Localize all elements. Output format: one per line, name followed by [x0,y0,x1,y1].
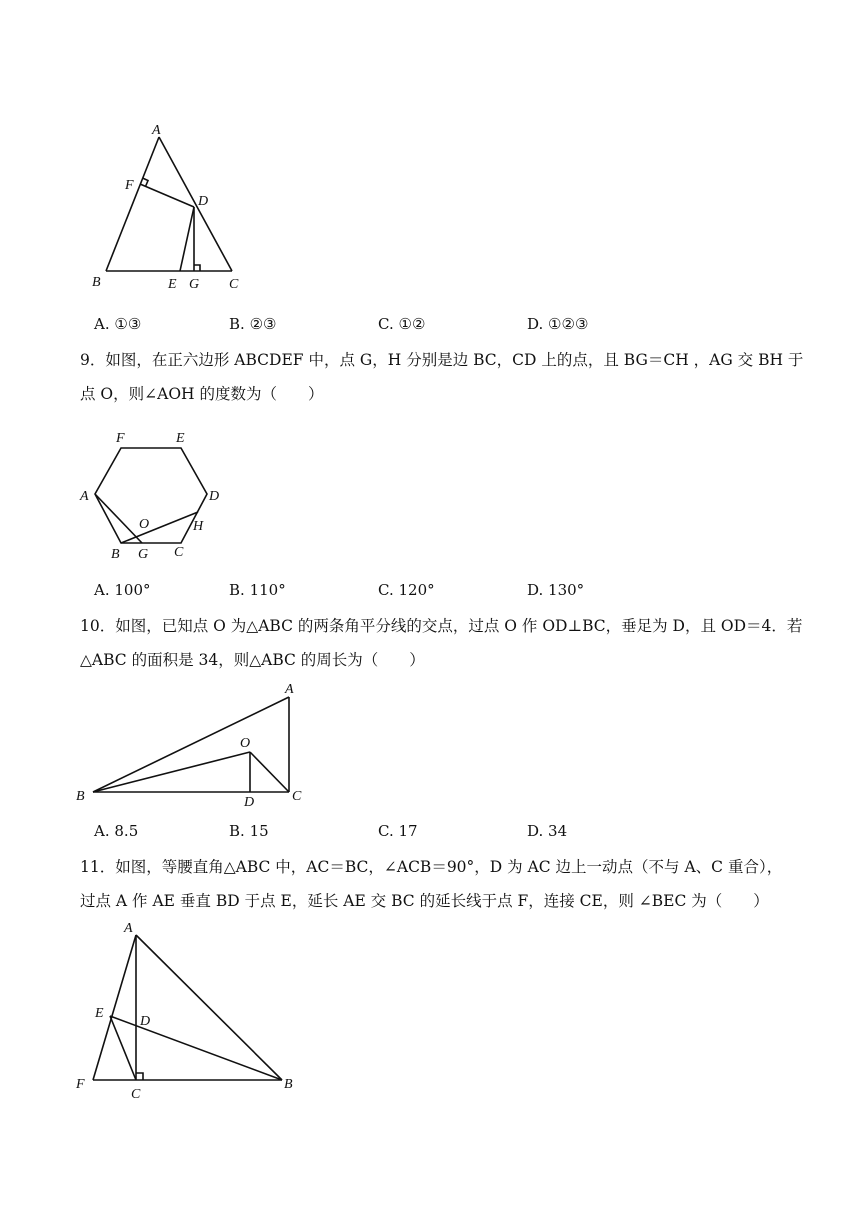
label-f: F [116,431,125,446]
label-d: D [209,489,220,504]
label-b: B [76,789,85,804]
q9-option-b[interactable]: B. 110° [229,581,286,599]
label-a: A [285,682,294,697]
segment-ec [110,1016,136,1080]
label-f: F [125,178,134,193]
q8-option-a[interactable]: A. ①③ [94,315,142,333]
q10-line-1: 10．如图，已知点 O 为△ABC 的两条角平分线的交点，过点 O 作 OD⊥BC，垂足为 D，且 OD＝4．若 [80,617,803,635]
q10-option-b[interactable]: B. 15 [229,822,269,840]
q9-option-a[interactable]: A. 100° [94,581,151,599]
label-d: D [140,1014,151,1029]
q10-option-c[interactable]: C. 17 [378,822,418,840]
label-c: C [229,277,239,292]
label-o: O [240,736,251,751]
q10-option-d[interactable]: D. 34 [527,822,568,840]
q9-option-d[interactable]: D. 130° [527,581,585,599]
label-c: C [131,1087,141,1102]
figure-q11 [0,0,320,1110]
label-h: H [193,519,204,534]
label-a: A [80,489,89,504]
right-angle-mark-c [136,1073,143,1080]
label-a: A [124,921,133,936]
q9-line-1: 9．如图，在正六边形 ABCDEF 中，点 G，H 分别是边 BC，CD 上的点，且 BG＝CH ，AG 交 BH 于 [80,351,804,369]
label-b: B [92,275,101,290]
segment-ab [136,935,282,1080]
triangle-figure-q11 [0,0,320,1110]
label-e: E [95,1006,104,1021]
label-f: F [76,1077,85,1092]
q9-line-2: 点 O，则∠AOH 的度数为（ ） [80,385,324,403]
label-b: B [284,1077,293,1092]
label-c: C [292,789,302,804]
label-g: G [189,277,200,292]
q8-option-c[interactable]: C. ①② [378,315,426,333]
label-c: C [174,545,184,560]
label-a: A [152,123,161,138]
label-d: D [198,194,209,209]
q9-option-c[interactable]: C. 120° [378,581,435,599]
label-g: G [138,547,149,562]
label-o: O [139,517,150,532]
q11-line-1: 11．如图，等腰直角△ABC 中，AC＝BC，∠ACB＝90°，D 为 AC 边上一动点（不与 A、C 重合）， [80,858,783,876]
label-e: E [176,431,185,446]
q8-option-d[interactable]: D. ①②③ [527,315,589,333]
q10-line-2: △ABC 的面积是 34，则△ABC 的周长为（ ） [80,651,425,669]
q8-option-b[interactable]: B. ②③ [229,315,277,333]
label-e: E [168,277,177,292]
label-b: B [111,547,120,562]
q11-line-2: 过点 A 作 AE 垂直 BD 于点 E，延长 AE 交 BC 的延长线于点 F，连接 CE，则 ∠BEC 为（ ） [80,892,769,910]
q10-option-a[interactable]: A. 8.5 [94,822,139,840]
label-d: D [244,795,255,810]
